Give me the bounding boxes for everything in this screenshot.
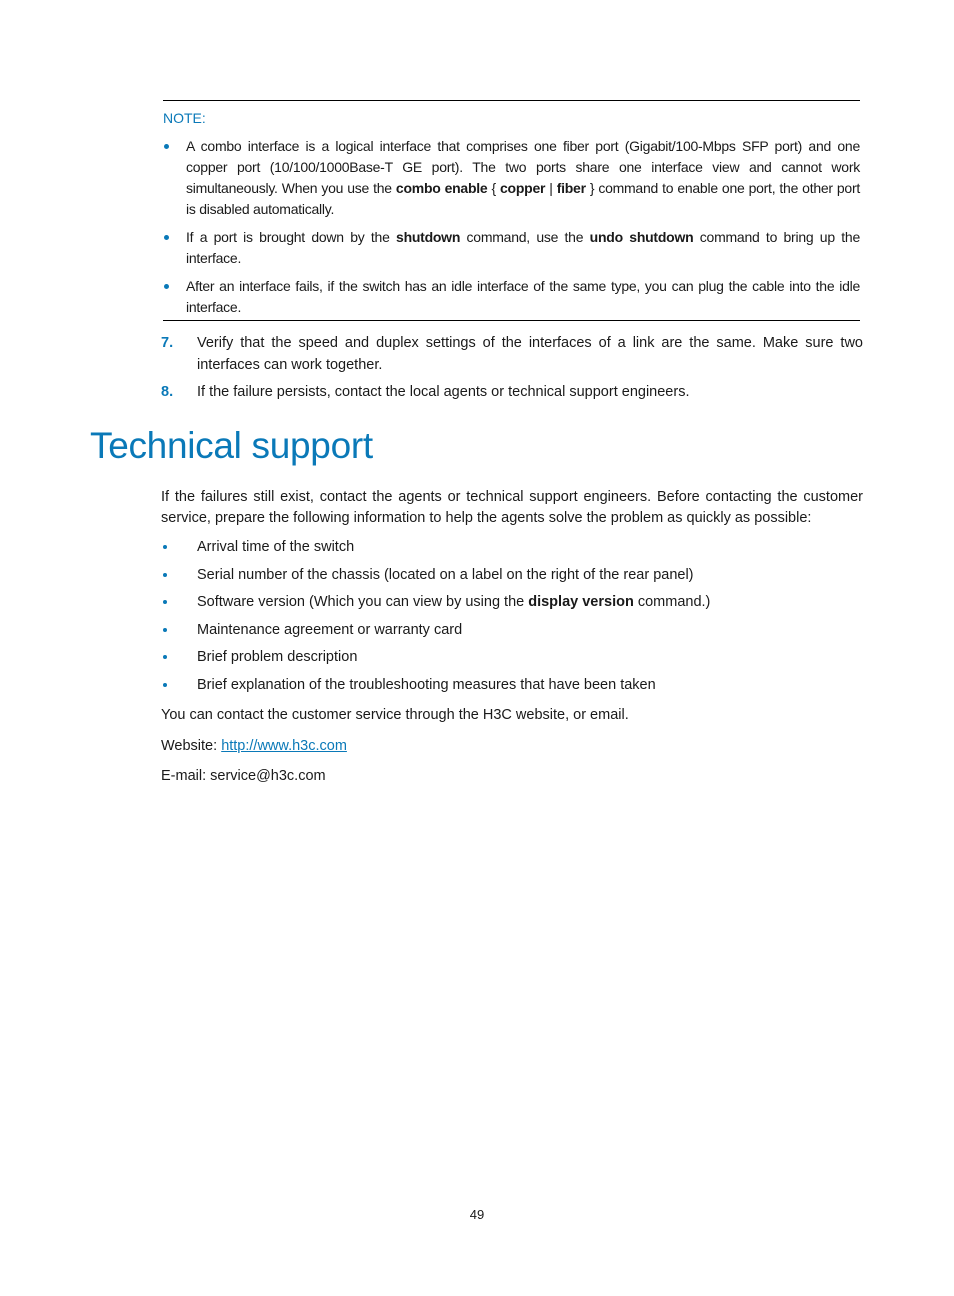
note-item: A combo interface is a logical interface that comprises one fiber port (Gigabit/100-Mbps SFP port) and one copper port (10/100/1000Base-T GE port). The two ports share one interface view and cannot work simultaneously. When you use the combo enable { copper | fiber } command to enable one port, the other port is disabled automatically.: [163, 136, 860, 220]
list-item: Serial number of the chassis (located on a label on the right of the rear panel): [161, 564, 863, 586]
intro-paragraph: If the failures still exist, contact the agents or technical support engineers. Before contacting the customer service, prepare the following information to help the agents solve the problem as quickly as possible:: [161, 489, 863, 526]
bullet-icon: [163, 573, 167, 577]
command-text: combo enable: [395, 180, 488, 196]
bullet-icon: [163, 628, 167, 632]
bullet-icon: [163, 545, 167, 549]
email-line: E-mail: service@h3c.com: [161, 768, 326, 784]
website-line: [161, 735, 347, 757]
step-item: [161, 332, 863, 376]
list-item: Brief problem description: [161, 646, 863, 668]
website-label: Website:: [161, 738, 222, 754]
bullet-icon: [164, 144, 169, 149]
info-list: [161, 536, 863, 701]
command-text: undo shutdown: [589, 229, 694, 245]
note-box: [163, 100, 860, 321]
step-item: [161, 381, 863, 403]
step-text: Verify that the speed and duplex settings of the interfaces of a link are the same. Make sure two interfaces can work together.: [197, 335, 863, 373]
step-list: [161, 332, 863, 408]
bullet-icon: [163, 683, 167, 687]
list-item: Software version (Which you can view by using the display version command.): [161, 591, 863, 613]
list-item: Maintenance agreement or warranty card: [161, 619, 863, 641]
note-item: After an interface fails, if the switch has an idle interface of the same type, you can plug the cable into the idle interface.: [163, 276, 860, 318]
website-link[interactable]: http://www.h3c.com: [221, 738, 347, 754]
command-text: display version: [528, 594, 634, 610]
step-number: 8.: [161, 384, 174, 400]
command-text: copper: [500, 180, 546, 196]
note-item: If a port is brought down by the shutdown command, use the undo shutdown command to bring up the interface.: [163, 227, 860, 269]
bullet-icon: [164, 284, 169, 289]
page-number: 49: [469, 1207, 485, 1222]
step-text: If the failure persists, contact the local agents or technical support engineers.: [197, 384, 690, 400]
step-number: 7.: [161, 335, 174, 351]
section-heading: Technical support: [90, 425, 373, 466]
list-item: Arrival time of the switch: [161, 536, 863, 558]
contact-paragraph: You can contact the customer service through the H3C website, or email.: [161, 707, 629, 723]
command-text: fiber: [556, 180, 586, 196]
note-label: NOTE:: [163, 110, 206, 126]
bullet-icon: [164, 235, 169, 240]
bullet-icon: [163, 655, 167, 659]
command-text: shutdown: [396, 229, 461, 245]
list-item: Brief explanation of the troubleshooting measures that have been taken: [161, 674, 863, 696]
bullet-icon: [163, 600, 167, 604]
